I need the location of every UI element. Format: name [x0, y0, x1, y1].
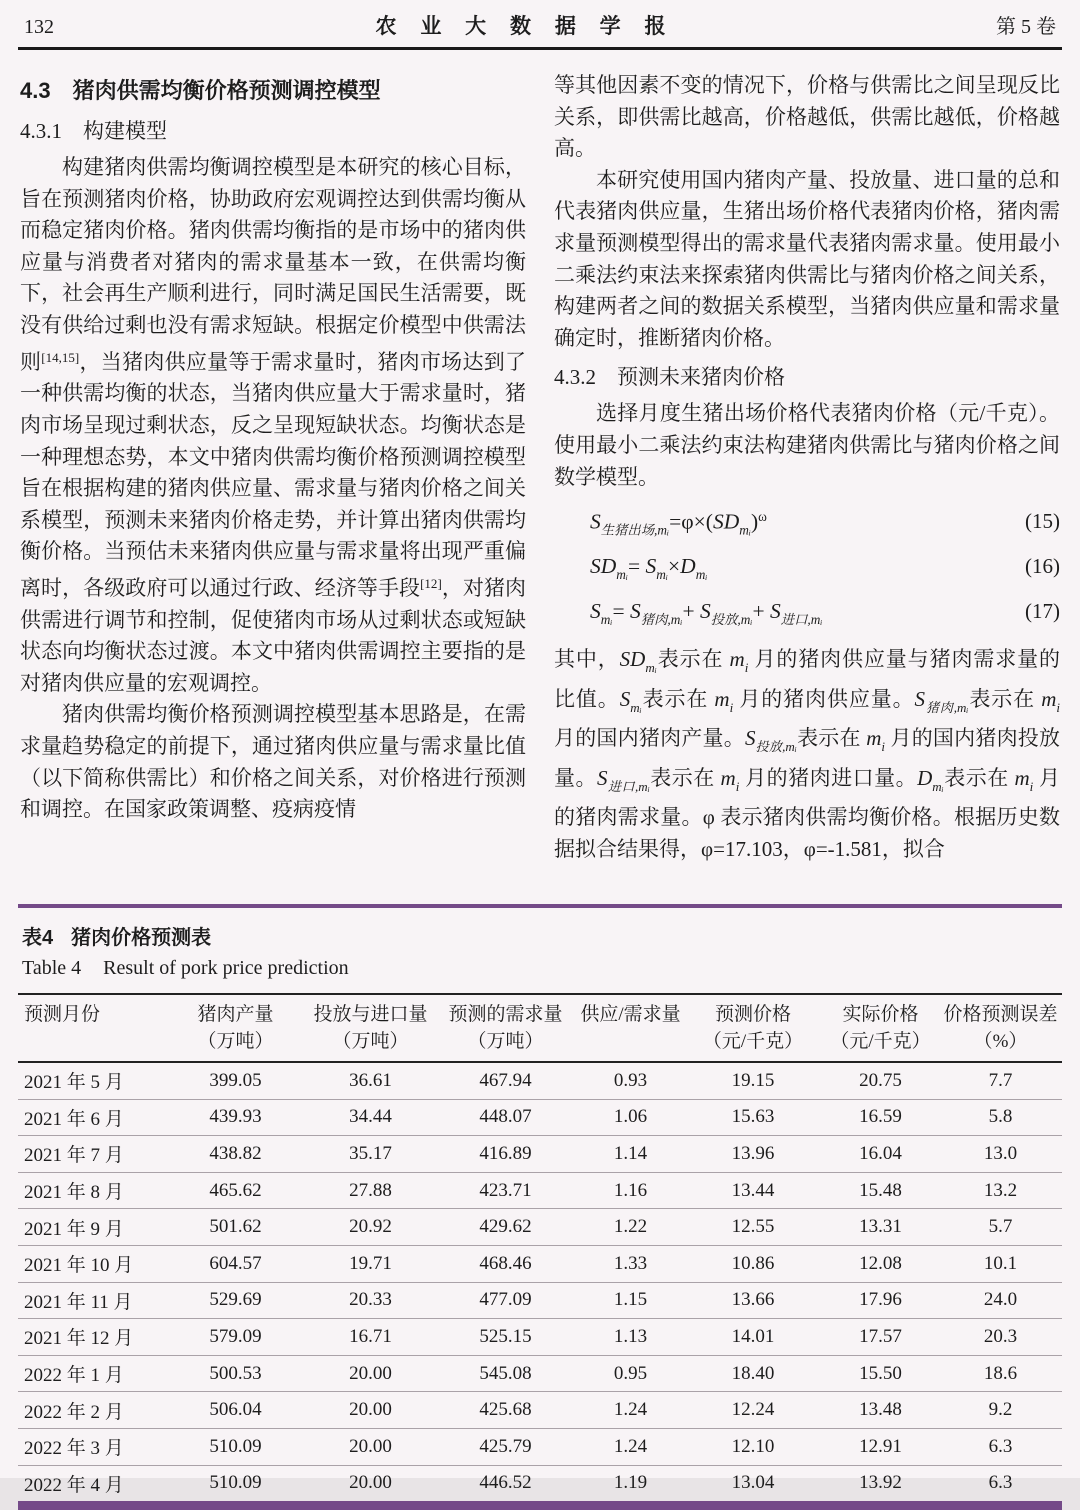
- value-cell: 416.89: [479, 1142, 532, 1164]
- equation-body: $S_{mᵢ}= S_{猪肉,mᵢ}+ S_{投放,mᵢ}+ S_{进口,mᵢ}$: [590, 599, 823, 628]
- table-row: [18, 1209, 1062, 1246]
- table-row: [18, 1356, 1062, 1393]
- table-row: [18, 1283, 1062, 1320]
- section-heading-43: 4.3 猪肉供需均衡价格预测调控模型: [20, 78, 381, 103]
- equation-body: $SD_{mᵢ}= S_{mᵢ}\times D_{mᵢ}$: [590, 554, 708, 583]
- table-title-en: Result of pork price prediction: [103, 957, 349, 979]
- value-cell: 9.2: [988, 1399, 1013, 1421]
- table-row: [18, 1173, 1062, 1210]
- value-cell: 1.15: [613, 1289, 648, 1311]
- value-cell: 423.71: [479, 1179, 532, 1201]
- value-cell: 13.66: [731, 1289, 775, 1311]
- value-cell: 35.17: [349, 1142, 392, 1164]
- table-row: [18, 1063, 1062, 1100]
- column-header: 预测价格 （元/千克）: [702, 1004, 804, 1052]
- left-column: [20, 70, 526, 890]
- value-cell: 425.79: [479, 1435, 532, 1457]
- value-cell: 465.62: [209, 1179, 262, 1201]
- value-cell: 13.04: [731, 1472, 775, 1494]
- value-cell: 19.71: [349, 1252, 392, 1274]
- value-cell: 20.00: [349, 1399, 392, 1421]
- value-cell: 545.08: [479, 1362, 532, 1384]
- value-cell: 14.01: [731, 1325, 775, 1347]
- value-cell: 1.33: [613, 1252, 648, 1274]
- value-cell: 477.09: [479, 1289, 532, 1311]
- value-cell: 5.8: [988, 1106, 1013, 1128]
- value-cell: 12.10: [731, 1435, 775, 1457]
- value-cell: 6.3: [988, 1472, 1013, 1494]
- value-cell: 13.44: [731, 1179, 775, 1201]
- page-header: [0, 0, 1080, 45]
- month-cell: 2021 年 7 月: [24, 1145, 124, 1167]
- month-cell: 2022 年 2 月: [24, 1401, 124, 1423]
- value-cell: 15.63: [731, 1106, 775, 1128]
- paragraph-model-construction: 构建猪肉供需均衡调控模型是本研究的核心目标，旨在预测猪肉价格，协助政府宏观调控达到供需均衡从而稳定猪肉价格。猪肉供需均衡指的是市场中的猪肉供应量与消费者对猪肉的需求量基本一致，在供需均衡下，社会再生产顺利进行，同时满足国民生活需要，既没有供给过剩也没有需求短缺。根据定价模型中供需法则[14,15]，当猪肉供应量等于需求量时，猪肉市场达到了一种供需均衡的状态，当猪肉供应量大于需求量时，猪肉市场呈现过剩状态，反之呈现短缺状态。均衡状态是一种理想态势，本文中猪肉供需均衡价格预测调控模型旨在根据构建的猪肉供应量、需求量与猪肉价格之间关系模型，预测未来猪肉价格走势，并计算出猪肉供需均衡价格。当预估未来猪肉供应量与需求量将出现严重偏离时，各级政府可以通过行政、经济等手段[12]，对猪肉供需进行调节和控制，促使猪肉市场从过剩状态或短缺状态向均衡状态过渡。本文中猪肉供需调控主要指的是对猪肉供应量的宏观调控。: [20, 155, 527, 695]
- equation-15: [554, 509, 1060, 538]
- value-cell: 1.24: [613, 1435, 648, 1457]
- value-cell: 500.53: [209, 1362, 262, 1384]
- value-cell: 20.3: [983, 1325, 1018, 1347]
- table-row: [18, 1466, 1062, 1502]
- column-header: 价格预测误差 （%）: [943, 1004, 1058, 1052]
- value-cell: 24.0: [983, 1289, 1018, 1311]
- value-cell: 429.62: [479, 1216, 532, 1238]
- value-cell: 20.00: [349, 1472, 392, 1494]
- column-header: 猪肉产量 （万吨）: [197, 1004, 274, 1052]
- value-cell: 16.71: [349, 1325, 392, 1347]
- month-cell: 2022 年 4 月: [24, 1474, 124, 1496]
- month-cell: 2021 年 11 月: [24, 1291, 133, 1313]
- month-cell: 2021 年 6 月: [24, 1108, 124, 1130]
- equation-number: (15): [1025, 509, 1060, 534]
- value-cell: 20.00: [349, 1435, 392, 1457]
- value-cell: 1.06: [613, 1106, 648, 1128]
- paragraph-continuation: 等其他因素不变的情况下，价格与供需比之间呈现反比关系，即供需比越高，价格越低，供需比越低，价格越高。: [554, 73, 1060, 161]
- right-column: [554, 70, 1060, 890]
- value-cell: 506.04: [209, 1399, 262, 1421]
- month-cell: 2021 年 12 月: [24, 1328, 134, 1350]
- paragraph-basic-idea: 猪肉供需均衡价格预测调控模型基本思路是，在需求量趋势稳定的前提下，通过猪肉供应量与需求量比值（以下简称供需比）和价格之间关系，对价格进行预测和调控。在国家政策调整、疫病疫情: [20, 702, 526, 822]
- value-cell: 17.96: [859, 1289, 902, 1311]
- table-bottom-accent-rule: [18, 1501, 1062, 1510]
- table-row: [18, 1246, 1062, 1283]
- equation-body: $S_{生猪出场,mᵢ}=\varphi\times(SD_{mᵢ})^\omega$: [590, 509, 767, 538]
- value-cell: 15.48: [859, 1179, 902, 1201]
- column-header: 供应/需求量: [580, 1004, 681, 1025]
- table-body: [18, 1063, 1062, 1501]
- value-cell: 6.3: [988, 1435, 1013, 1457]
- value-cell: 468.46: [479, 1252, 532, 1274]
- value-cell: 18.40: [731, 1362, 775, 1384]
- equation-number: (17): [1025, 599, 1060, 624]
- value-cell: 20.00: [349, 1362, 392, 1384]
- value-cell: 579.09: [209, 1325, 262, 1347]
- value-cell: 5.7: [988, 1216, 1013, 1238]
- value-cell: 19.15: [731, 1069, 775, 1091]
- column-header: 实际价格 （元/千克）: [830, 1004, 931, 1052]
- value-cell: 1.19: [613, 1472, 648, 1494]
- value-cell: 12.24: [731, 1399, 775, 1421]
- value-cell: 20.33: [349, 1289, 392, 1311]
- value-cell: 20.92: [349, 1216, 392, 1238]
- value-cell: 525.15: [479, 1325, 532, 1347]
- value-cell: 501.62: [209, 1216, 262, 1238]
- month-cell: 2022 年 3 月: [24, 1438, 124, 1460]
- value-cell: 510.09: [209, 1435, 262, 1457]
- equation-16: [554, 554, 1060, 583]
- value-cell: 529.69: [209, 1289, 262, 1311]
- value-cell: 16.04: [859, 1142, 902, 1164]
- column-header: 投放与进口量 （万吨）: [313, 1004, 428, 1052]
- value-cell: 12.55: [731, 1216, 775, 1238]
- value-cell: 10.1: [983, 1252, 1018, 1274]
- value-cell: 439.93: [209, 1106, 262, 1128]
- value-cell: 1.14: [613, 1142, 648, 1164]
- table-header-row: [18, 995, 1062, 1063]
- article-body: [0, 50, 1080, 890]
- table-title-zh: 猪肉价格预测表: [71, 927, 212, 949]
- volume-label: 第 5 卷: [995, 16, 1056, 38]
- value-cell: 15.50: [859, 1362, 902, 1384]
- value-cell: 17.57: [859, 1325, 902, 1347]
- value-cell: 27.88: [349, 1179, 392, 1201]
- value-cell: 18.6: [983, 1362, 1018, 1384]
- value-cell: 510.09: [209, 1472, 262, 1494]
- value-cell: 13.48: [859, 1399, 902, 1421]
- table-row: [18, 1392, 1062, 1429]
- value-cell: 12.91: [859, 1435, 902, 1457]
- value-cell: 604.57: [209, 1252, 262, 1274]
- value-cell: 1.22: [613, 1216, 648, 1238]
- equation-number: (16): [1025, 554, 1060, 579]
- value-cell: 13.31: [859, 1216, 902, 1238]
- month-cell: 2021 年 10 月: [24, 1255, 134, 1277]
- value-cell: 16.59: [859, 1106, 902, 1128]
- value-cell: 1.24: [613, 1399, 648, 1421]
- month-cell: 2022 年 1 月: [24, 1365, 124, 1387]
- subsection-heading-431: 4.3.1 构建模型: [20, 119, 167, 143]
- table-section: [0, 904, 1080, 1510]
- value-cell: 20.75: [859, 1069, 902, 1091]
- value-cell: 36.61: [349, 1069, 392, 1091]
- value-cell: 13.96: [731, 1142, 775, 1164]
- value-cell: 1.13: [613, 1325, 648, 1347]
- page-number: 132: [24, 16, 54, 38]
- value-cell: 467.94: [479, 1069, 532, 1091]
- table-row: [18, 1429, 1062, 1466]
- pork-price-table: [18, 993, 1062, 1501]
- table-top-accent-rule: [18, 904, 1062, 908]
- paragraph-price-model: 选择月度生猪出场价格代表猪肉价格（元/千克）。使用最小二乘法约束法构建猪肉供需比与猪肉价格之间数学模型。: [554, 401, 1060, 489]
- value-cell: 448.07: [479, 1106, 532, 1128]
- table-row: [18, 1100, 1062, 1137]
- month-cell: 2021 年 5 月: [24, 1072, 124, 1094]
- value-cell: 438.82: [209, 1142, 262, 1164]
- equation-block: [554, 509, 1060, 628]
- value-cell: 10.86: [731, 1252, 775, 1274]
- value-cell: 13.2: [983, 1179, 1018, 1201]
- subsection-heading-432: 4.3.2 预测未来猪肉价格: [554, 365, 785, 390]
- column-header: 预测的需求量 （万吨）: [448, 1004, 563, 1052]
- value-cell: 7.7: [988, 1069, 1013, 1091]
- table-row: [18, 1136, 1062, 1173]
- table-caption-zh: [22, 921, 1058, 950]
- value-cell: 446.52: [479, 1472, 532, 1494]
- month-cell: 2021 年 8 月: [24, 1182, 124, 1204]
- table-label-en: Table 4: [22, 957, 82, 979]
- table-label-zh: 表4: [22, 927, 54, 949]
- paragraph-data-sources: 本研究使用国内猪肉产量、投放量、进口量的总和代表猪肉供应量，生猪出场价格代表猪肉价格，猪肉需求量预测模型得出的需求量代表猪肉需求量。使用最小二乘法约束法来探索猪肉供需比与猪肉价格之间关系，构建两者之间的数据关系模型，当猪肉供应量和需求量确定时，推断猪肉价格。: [554, 167, 1060, 350]
- value-cell: 0.93: [613, 1069, 648, 1091]
- table-caption-en: [22, 957, 1058, 980]
- column-header: 预测月份: [24, 1004, 101, 1025]
- value-cell: 0.95: [613, 1362, 648, 1384]
- value-cell: 13.0: [983, 1142, 1018, 1164]
- value-cell: 1.16: [613, 1179, 648, 1201]
- value-cell: 12.08: [859, 1252, 902, 1274]
- journal-title: 农 业 大 数 据 学 报: [375, 15, 675, 38]
- value-cell: 13.92: [859, 1472, 902, 1494]
- equation-17: [554, 599, 1060, 628]
- table-row: [18, 1319, 1062, 1356]
- paragraph-symbol-definitions: 其中，$SD_{mᵢ}$表示在 $m_i$ 月的猪肉供应量与猪肉需求量的比值。$S_{mᵢ}$表示在 $m_i$ 月的猪肉供应量。$S_{猪肉,mᵢ}$表示在 $m_i$ 月的国内猪肉产量。$S_{投放,mᵢ}$表示在 $m_i$ 月的国内猪肉投放量。$S_{进口,mᵢ}$表示在 $m_i$ 月的猪肉进口量。$D_{mᵢ}$表示在 $m_i$ 月的猪肉需求量。φ 表示猪肉供需均衡价格。根据历史数据拟合结果得，φ=17.103，φ=-1.581，拟合: [554, 647, 1061, 861]
- month-cell: 2021 年 9 月: [24, 1218, 124, 1240]
- value-cell: 34.44: [349, 1106, 392, 1128]
- value-cell: 399.05: [209, 1069, 262, 1091]
- value-cell: 425.68: [479, 1399, 532, 1421]
